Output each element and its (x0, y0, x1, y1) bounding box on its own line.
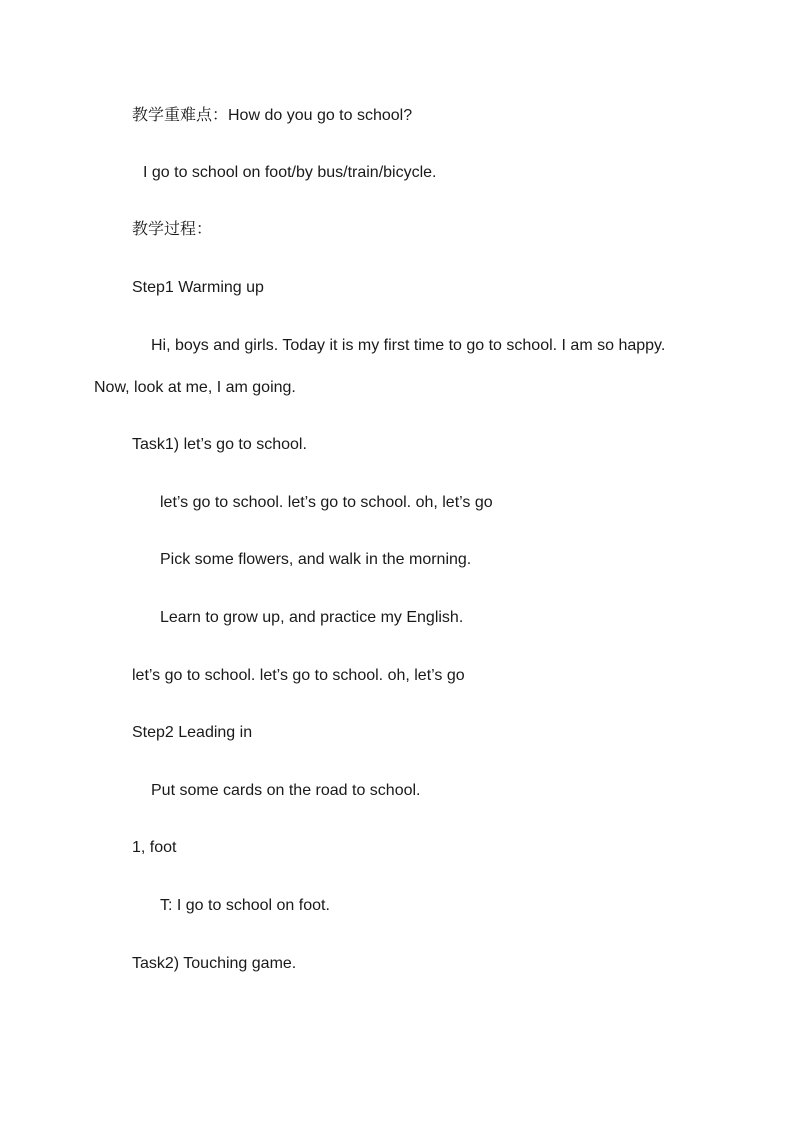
teaching-process-heading: 教学过程： (132, 221, 213, 238)
song-line-2: Pick some flowers, and walk in the morning. (160, 551, 472, 568)
key-points-line: 教学重难点：How do you go to school? (132, 107, 413, 124)
step2-heading: Step2 Leading in (132, 724, 253, 741)
teacher-line: T: I go to school on foot. (160, 897, 330, 914)
greeting-paragraph-line1: Hi, boys and girls. Today it is my first time to go to school. I am so happy. (151, 337, 666, 354)
song-line-4: let’s go to school. let’s go to school. oh, let’s go (132, 667, 465, 684)
step1-heading: Step1 Warming up (132, 279, 264, 296)
cards-instruction: Put some cards on the road to school. (151, 782, 421, 799)
item-1-foot: 1, foot (132, 839, 177, 856)
task2-heading: Task2) Touching game. (132, 955, 297, 972)
sentence-pattern-line: I go to school on foot/by bus/train/bicycle. (143, 164, 437, 181)
song-line-1: let’s go to school. let’s go to school. oh, let’s go (160, 494, 493, 511)
greeting-paragraph-line2: Now, look at me, I am going. (94, 379, 296, 396)
task1-heading: Task1) let’s go to school. (132, 436, 307, 453)
song-line-3: Learn to grow up, and practice my English. (160, 609, 464, 626)
